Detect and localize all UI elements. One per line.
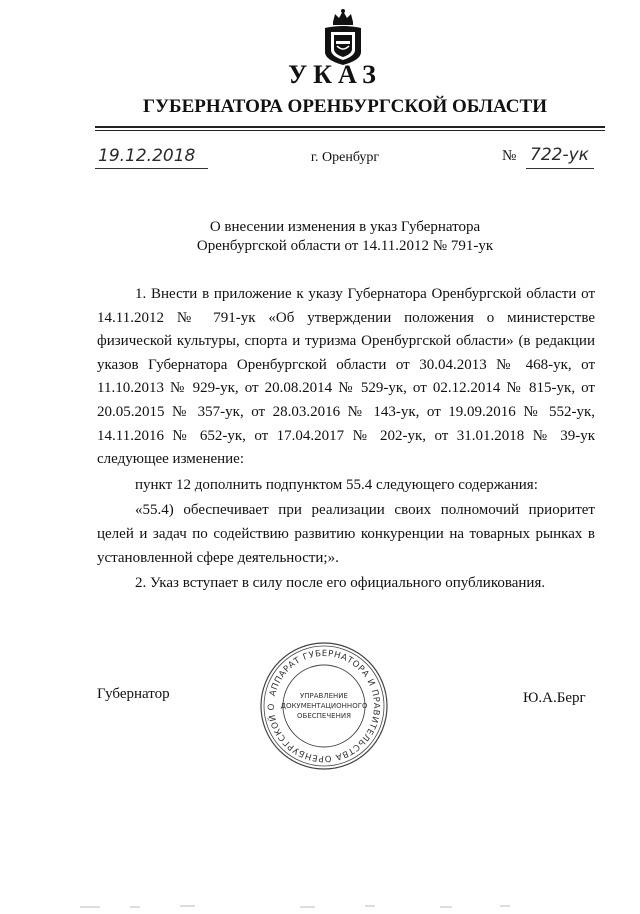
paragraph-1: 1. Внести в приложение к указу Губернатора Оренбургской области от 14.11.2012 № 791-ук «Об утверждении положения о министерстве физической культуры, спорта и туризма Оренбургской области» (в редакции указов Губернатора Оренбургской области от 30.04.2013 № 468-ук, от 11.10.2013 № 929-ук, от 20.08.2014 № 529-ук, от 02.12.2014 № 815-ук, от 20.05.2015 № 357-ук, от 28.03.2016 № 143-ук, от 19.09.2016 № 552-ук, 14.11.2016 № 652-ук, от 17.04.2017 № 202-ук, от 31.01.2018 № 39-ук следующее изменение:	[97, 286, 595, 468]
paragraph-2: пункт 12 дополнить подпунктом 55.4 следующего содержания:	[135, 476, 538, 493]
paragraph-4: 2. Указ вступает в силу после его официального опубликования.	[135, 575, 546, 592]
document-date: 19.12.2018	[98, 146, 196, 166]
seal-center-line-2: ДОКУМЕНТАЦИОННОГО	[280, 702, 368, 710]
document-number: 722-ук	[530, 145, 589, 165]
seal-center-line-3: ОБЕСПЕЧЕНИЯ	[297, 712, 351, 720]
seal-ring-text: АППАРАТ ГУБЕРНАТОРА И ПРАВИТЕЛЬСТВА ОРЕНБУРГСКОЙ О	[266, 648, 382, 764]
paragraph-3: «55.4) обеспечивает при реализации своих полномочий приоритет целей и задач по содействию развитию конкуренции на товарных рынках в установленной сфере деятельности;».	[97, 502, 595, 566]
document-body	[97, 283, 595, 596]
signer-name: Ю.А.Берг	[523, 690, 586, 706]
title-line-1: О внесении изменения в указ Губернатора	[209, 219, 481, 235]
seal-center-line-1: УПРАВЛЕНИЕ	[300, 692, 348, 700]
header-divider-thin	[95, 130, 605, 131]
official-seal-stamp	[258, 640, 390, 772]
coat-of-arms-emblem	[321, 8, 365, 66]
signer-title: Губернатор	[97, 686, 170, 702]
date-underline	[95, 168, 208, 169]
scan-marks	[60, 896, 620, 902]
title-line-2: Оренбургской области от 14.11.2012 № 791-ук	[196, 238, 494, 254]
number-underline	[526, 168, 594, 169]
issuer-title: ГУБЕРНАТОРА ОРЕНБУРГСКОЙ ОБЛАСТИ	[143, 96, 547, 117]
document-city: г. Оренбург	[310, 150, 380, 165]
number-label: №	[502, 148, 517, 164]
document-title	[0, 218, 640, 256]
document-type: УКАЗ	[288, 60, 382, 89]
header-divider-thick	[95, 126, 605, 128]
